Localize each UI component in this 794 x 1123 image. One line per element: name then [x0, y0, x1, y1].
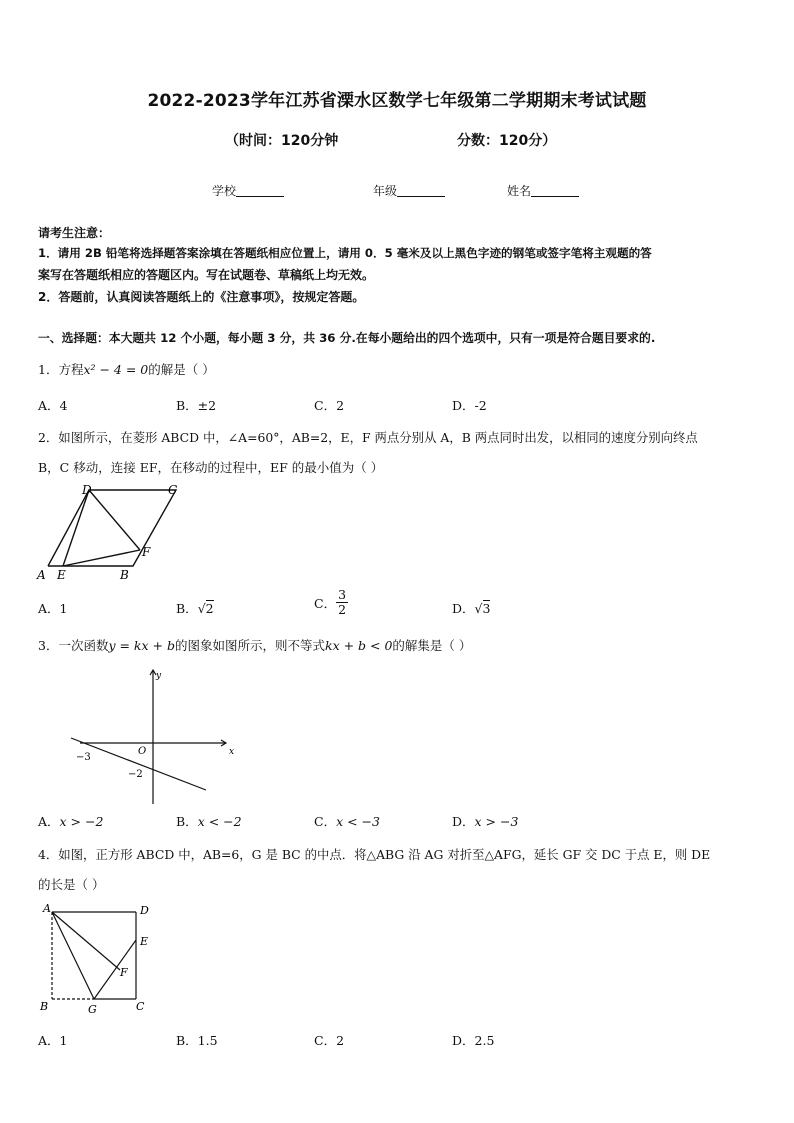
q3-option-b: B．x < −2 [176, 814, 242, 829]
label-e: E [57, 568, 66, 582]
question-2-line-2: B，C 移动，连接 EF，在移动的过程中，EF 的最小值为（ ） [38, 460, 384, 475]
q4-option-a: A．1 [38, 1033, 68, 1048]
q3-option-d: D．x > −3 [452, 814, 519, 829]
label-c: C [168, 483, 178, 497]
rhombus-figure [36, 480, 196, 584]
label-b: B [120, 568, 129, 582]
q2-option-b: B．√2 [176, 601, 214, 616]
q1-equation: x² − 4 = 0 [83, 362, 149, 377]
question-1 [38, 360, 215, 378]
grade-label: 年级 [373, 184, 398, 198]
notice-line-1a: 1．请用 2B 铅笔将选择题答案涂填在答题纸相应位置上，请用 0．5 毫米及以上黑色字迹的钢笔或签字笔将主观题的答 [38, 246, 652, 260]
question-4-line-1: 4．如图，正方形 ABCD 中，AB=6，G 是 BC 的中点．将△ABG 沿 AG 对折至△AFG，延长 GF 交 DC 于点 E，则 DE [38, 847, 711, 862]
grade-field [373, 182, 445, 199]
origin-label: O [138, 746, 147, 757]
label-b: B [40, 1000, 49, 1013]
y-intercept-label: −2 [128, 769, 143, 780]
label-f: F [142, 545, 151, 559]
q3-option-c: C．x < −3 [314, 814, 380, 829]
q2-b-radicand: 2 [205, 601, 214, 616]
label-d: D [140, 904, 149, 917]
time-limit: （时间：120分钟 [225, 133, 339, 149]
school-field [212, 182, 284, 199]
sqrt-sign: √ [474, 601, 483, 616]
q3-function: y = kx + b [108, 638, 175, 653]
page-title: 2022-2023学年江苏省溧水区数学七年级第二学期期末考试试题 [147, 91, 647, 111]
q1-option-d: D．-2 [452, 398, 487, 413]
label-c: C [136, 1000, 145, 1013]
q1-prefix: 1．方程 [38, 362, 84, 377]
notice-line-2: 2．答题前，认真阅读答题纸上的《注意事项》，按规定答题。 [38, 290, 365, 304]
y-axis-label: y [156, 671, 162, 681]
label-a: A [37, 568, 46, 582]
label-d: D [82, 483, 92, 497]
q2-c-numerator: 3 [338, 587, 347, 602]
q4-option-d: D．2.5 [452, 1033, 495, 1048]
question-2-line-1: 2．如图所示，在菱形 ABCD 中，∠A=60°，AB=2，E，F 两点分别从 A，B 两点同时出发，以相同的速度分别向终点 [38, 430, 698, 445]
linear-function-graph [66, 664, 246, 806]
q1-option-a: A．4 [38, 398, 68, 413]
school-label: 学校 [212, 184, 237, 198]
square-figure [36, 898, 166, 1020]
q1-option-c: C．2 [314, 398, 345, 413]
total-score: 分数：120分） [457, 133, 557, 149]
q2-option-c: C． $\frac{3}{2}$ [314, 587, 347, 617]
q4-option-b: B．1.5 [176, 1033, 218, 1048]
sqrt-sign: √ [197, 601, 206, 616]
x-intercept-label: −3 [76, 752, 91, 763]
notice-line-1b: 案写在答题纸相应的答题区内。写在试题卷、草稿纸上均无效。 [38, 268, 375, 282]
x-axis-label: x [229, 747, 235, 757]
notice-heading: 请考生注意： [38, 226, 111, 240]
q2-c-denominator: 2 [338, 602, 347, 617]
q2-option-d: D．√3 [452, 601, 491, 616]
q1-suffix: 的解是（ ） [148, 362, 215, 377]
section-heading: 一、选择题：本大题共 12 个小题，每小题 3 分，共 36 分.在每小题给出的四个选项中，只有一项是符合题目要求的. [38, 331, 656, 345]
school-blank [236, 184, 284, 197]
q4-option-c: C．2 [314, 1033, 345, 1048]
q2-option-a: A．1 [38, 601, 68, 616]
q3-option-a: A．x > −2 [38, 814, 104, 829]
label-e: E [140, 935, 149, 948]
grade-blank [397, 184, 445, 197]
name-label: 姓名 [507, 184, 532, 198]
question-4-line-2: 的长是（ ） [38, 877, 105, 892]
name-field [507, 182, 579, 199]
q2-d-radicand: 3 [482, 601, 491, 616]
label-f: F [120, 966, 128, 979]
label-a: A [43, 902, 51, 915]
name-blank [531, 184, 579, 197]
question-3: 3．一次函数y = kx + b的图象如图所示，则不等式kx + b < 0的解集是（ ） [38, 638, 472, 653]
q3-inequality: kx + b < 0 [325, 638, 393, 653]
q1-option-b: B．±2 [176, 398, 217, 413]
label-g: G [88, 1003, 97, 1016]
